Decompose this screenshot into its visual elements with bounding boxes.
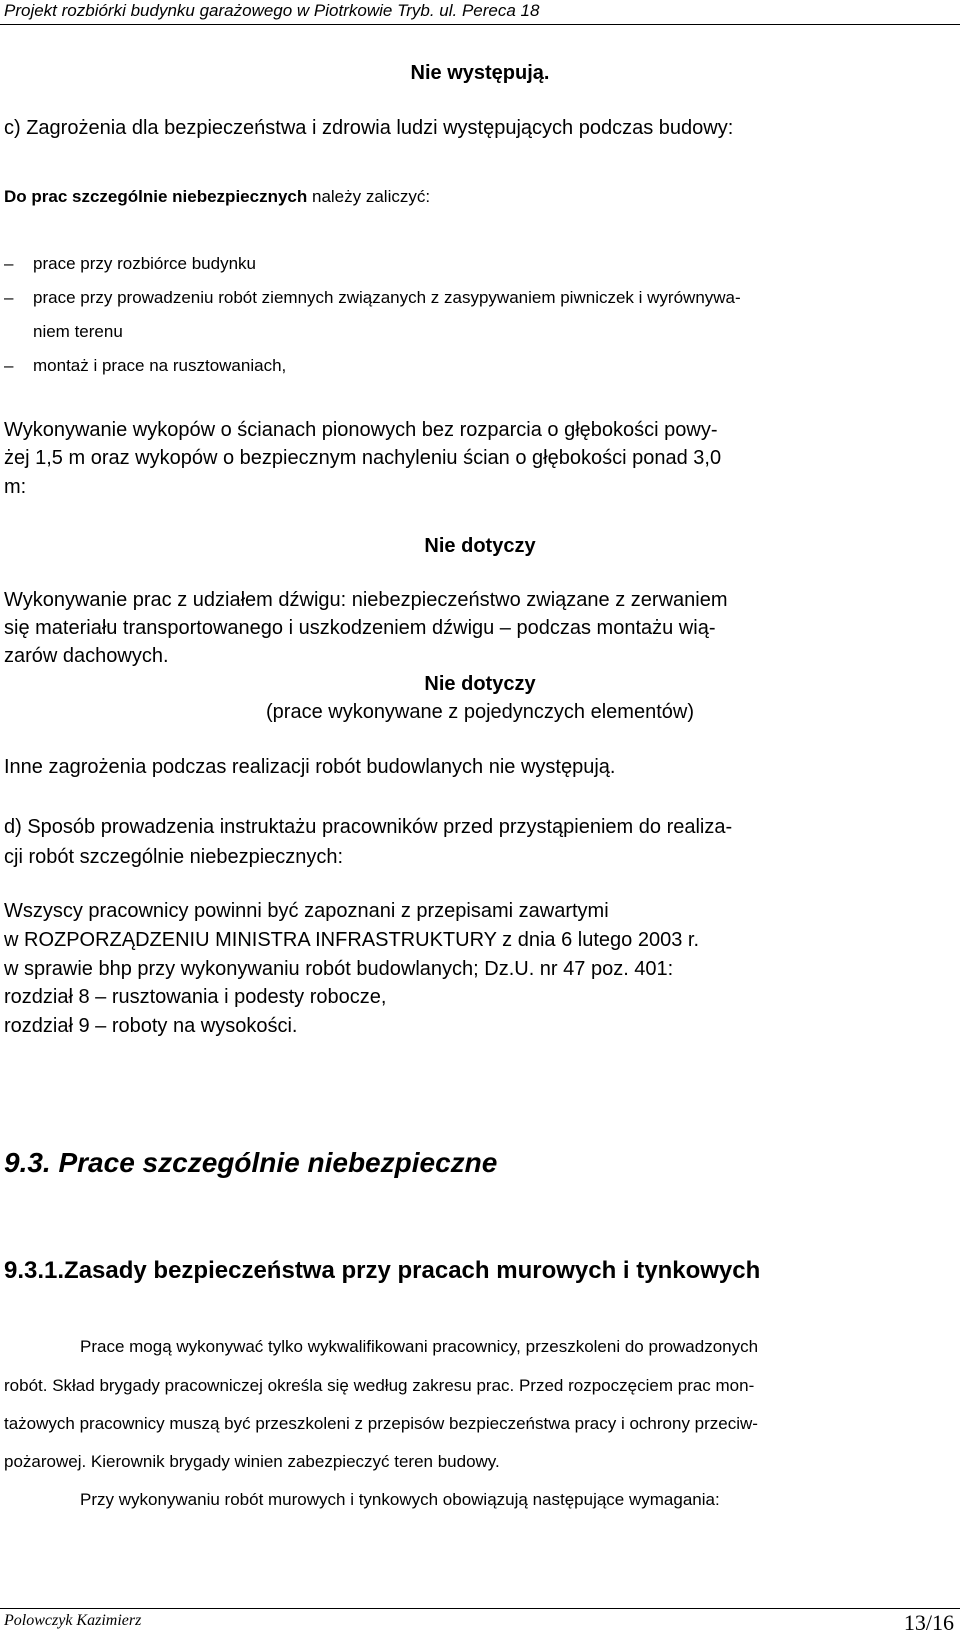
list-item: prace przy rozbiórce budynku <box>33 254 257 273</box>
section-c-intro <box>4 187 430 207</box>
paragraph-line: tażowych pracownicy muszą być przeszkoleni z przepisów bezpieczeństwa pracy i ochrony przeciw- <box>4 1414 758 1433</box>
footer-divider <box>0 1608 960 1609</box>
section-c-intro-rest: należy zaliczyć: <box>307 187 431 206</box>
paragraph-line: pożarowej. Kierownik brygady winien zabezpieczyć teren budowy. <box>4 1452 500 1471</box>
section-c-intro-bold: Do prac szczególnie niebezpiecznych <box>4 187 308 206</box>
list-dash: – <box>4 254 14 273</box>
other-hazards-text: Inne zagrożenia podczas realizacji robót budowlanych nie występują. <box>4 756 616 778</box>
footer-author: Polowczyk Kazimierz <box>4 1612 142 1629</box>
section-9-3-heading: 9.3. Prace szczególnie niebezpieczne <box>4 1147 498 1178</box>
section-9-3-1-heading: 9.3.1.Zasady bezpieczeństwa przy pracach murowych i tynkowych <box>4 1257 761 1284</box>
excavation-line: żej 1,5 m oraz wykopów o bezpiecznym nachyleniu ścian o głębokości ponad 3,0 <box>4 447 722 469</box>
crane-line: zarów dachowych. <box>4 645 169 667</box>
section-d-line: rozdział 9 – roboty na wysokości. <box>4 1015 298 1037</box>
list-item-continuation: niem terenu <box>33 322 123 341</box>
paragraph-line: robót. Skład brygady pracowniczej określa się według zakresu prac. Przed rozpoczęciem prac mon- <box>4 1376 755 1395</box>
crane-note: (prace wykonywane z pojedynczych elementów) <box>266 701 694 723</box>
section-d-line: rozdział 8 – rusztowania i podesty robocze, <box>4 986 387 1008</box>
list-item: montaż i prace na rusztowaniach, <box>33 356 287 375</box>
section-c-heading: c) Zagrożenia dla bezpieczeństwa i zdrowia ludzi występujących podczas budowy: <box>4 117 734 139</box>
paragraph-line: Prace mogą wykonywać tylko wykwalifikowani pracownicy, przeszkoleni do prowadzonych <box>80 1337 759 1356</box>
list-dash: – <box>4 356 14 375</box>
section-d-line: w sprawie bhp przy wykonywaniu robót budowlanych; Dz.U. nr 47 poz. 401: <box>4 958 674 980</box>
list-item: prace przy prowadzeniu robót ziemnych związanych z zasypywaniem piwniczek i wyrównywa- <box>33 288 741 307</box>
crane-line: się materiału transportowanego i uszkodzeniem dźwigu – podczas montażu wią- <box>4 617 716 639</box>
top-statement: Nie występują. <box>410 62 550 84</box>
section-d-heading: d) Sposób prowadzenia instruktażu pracowników przed przystąpieniem do realiza- <box>4 816 733 838</box>
list-dash: – <box>4 288 14 307</box>
header-divider <box>0 24 960 25</box>
excavation-line: m: <box>4 476 27 498</box>
not-applicable-label: Nie dotyczy <box>424 673 536 695</box>
not-applicable-label: Nie dotyczy <box>424 535 536 557</box>
section-d-heading: cji robót szczególnie niebezpiecznych: <box>4 846 344 868</box>
section-d-line: Wszyscy pracownicy powinni być zapoznani z przepisami zawartymi <box>4 900 609 922</box>
section-d-line: w ROZPORZĄDZENIU MINISTRA INFRASTRUKTURY z dnia 6 lutego 2003 r. <box>4 929 699 951</box>
crane-line: Wykonywanie prac z udziałem dźwigu: niebezpieczeństwo związane z zerwaniem <box>4 589 728 611</box>
paragraph-line: Przy wykonywaniu robót murowych i tynkowych obowiązują następujące wymagania: <box>80 1490 720 1509</box>
document-header-title: Projekt rozbiórki budynku garażowego w Piotrkowie Tryb. ul. Pereca 18 <box>4 1 540 20</box>
page-number: 13/16 <box>903 1610 954 1635</box>
excavation-line: Wykonywanie wykopów o ścianach pionowych bez rozparcia o głębokości powy- <box>4 419 718 441</box>
